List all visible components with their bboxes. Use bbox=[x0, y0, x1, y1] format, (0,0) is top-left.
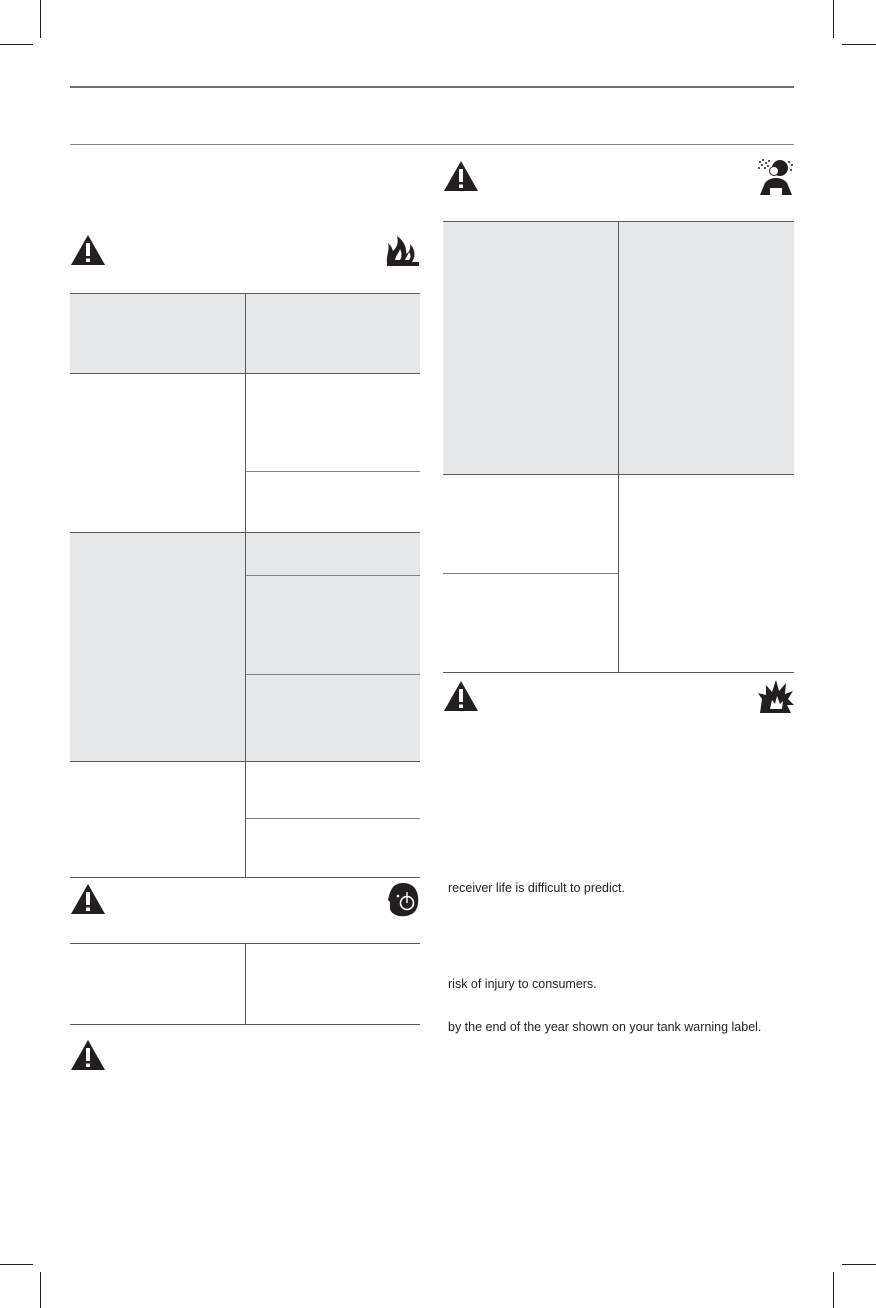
table-cell bbox=[246, 294, 420, 373]
table-rule bbox=[443, 573, 618, 574]
table-divider bbox=[245, 944, 246, 1024]
crop-mark bbox=[0, 1264, 33, 1265]
table-divider bbox=[245, 294, 246, 877]
warning-triangle-icon bbox=[443, 160, 479, 192]
crop-mark bbox=[842, 1264, 876, 1265]
warning-triangle-icon bbox=[70, 1039, 106, 1071]
table-cell bbox=[443, 222, 618, 474]
tank-label-text: by the end of the year shown on your tank warning label. bbox=[448, 1020, 762, 1034]
table-cell bbox=[619, 222, 794, 474]
crop-mark bbox=[842, 44, 876, 45]
table-cell bbox=[246, 533, 420, 575]
section-rule bbox=[70, 144, 794, 145]
warning-triangle-icon bbox=[70, 883, 106, 915]
inhalation-hazard-icon bbox=[757, 158, 795, 196]
table-rule bbox=[246, 471, 420, 472]
receiver-life-text: receiver life is difficult to predict. bbox=[448, 881, 625, 895]
injury-risk-text: risk of injury to consumers. bbox=[448, 977, 597, 991]
table-rule bbox=[70, 877, 420, 878]
warning-triangle-icon bbox=[70, 234, 106, 266]
table-rule bbox=[443, 672, 794, 673]
crop-mark bbox=[40, 0, 41, 38]
hearing-protection-icon bbox=[386, 882, 420, 918]
table-cell bbox=[246, 675, 420, 761]
table-rule bbox=[246, 818, 420, 819]
table-rule bbox=[70, 1024, 420, 1025]
fire-hazard-icon bbox=[385, 234, 421, 268]
header-rule bbox=[70, 86, 794, 88]
table-cell bbox=[70, 294, 245, 373]
warning-triangle-icon bbox=[443, 680, 479, 712]
crop-mark bbox=[40, 1272, 41, 1308]
crop-mark bbox=[833, 1272, 834, 1308]
table-cell bbox=[70, 533, 245, 761]
table-cell bbox=[246, 576, 420, 674]
explosion-hazard-icon bbox=[758, 679, 794, 715]
crop-mark bbox=[0, 44, 33, 45]
table-divider bbox=[618, 222, 619, 672]
crop-mark bbox=[833, 0, 834, 38]
